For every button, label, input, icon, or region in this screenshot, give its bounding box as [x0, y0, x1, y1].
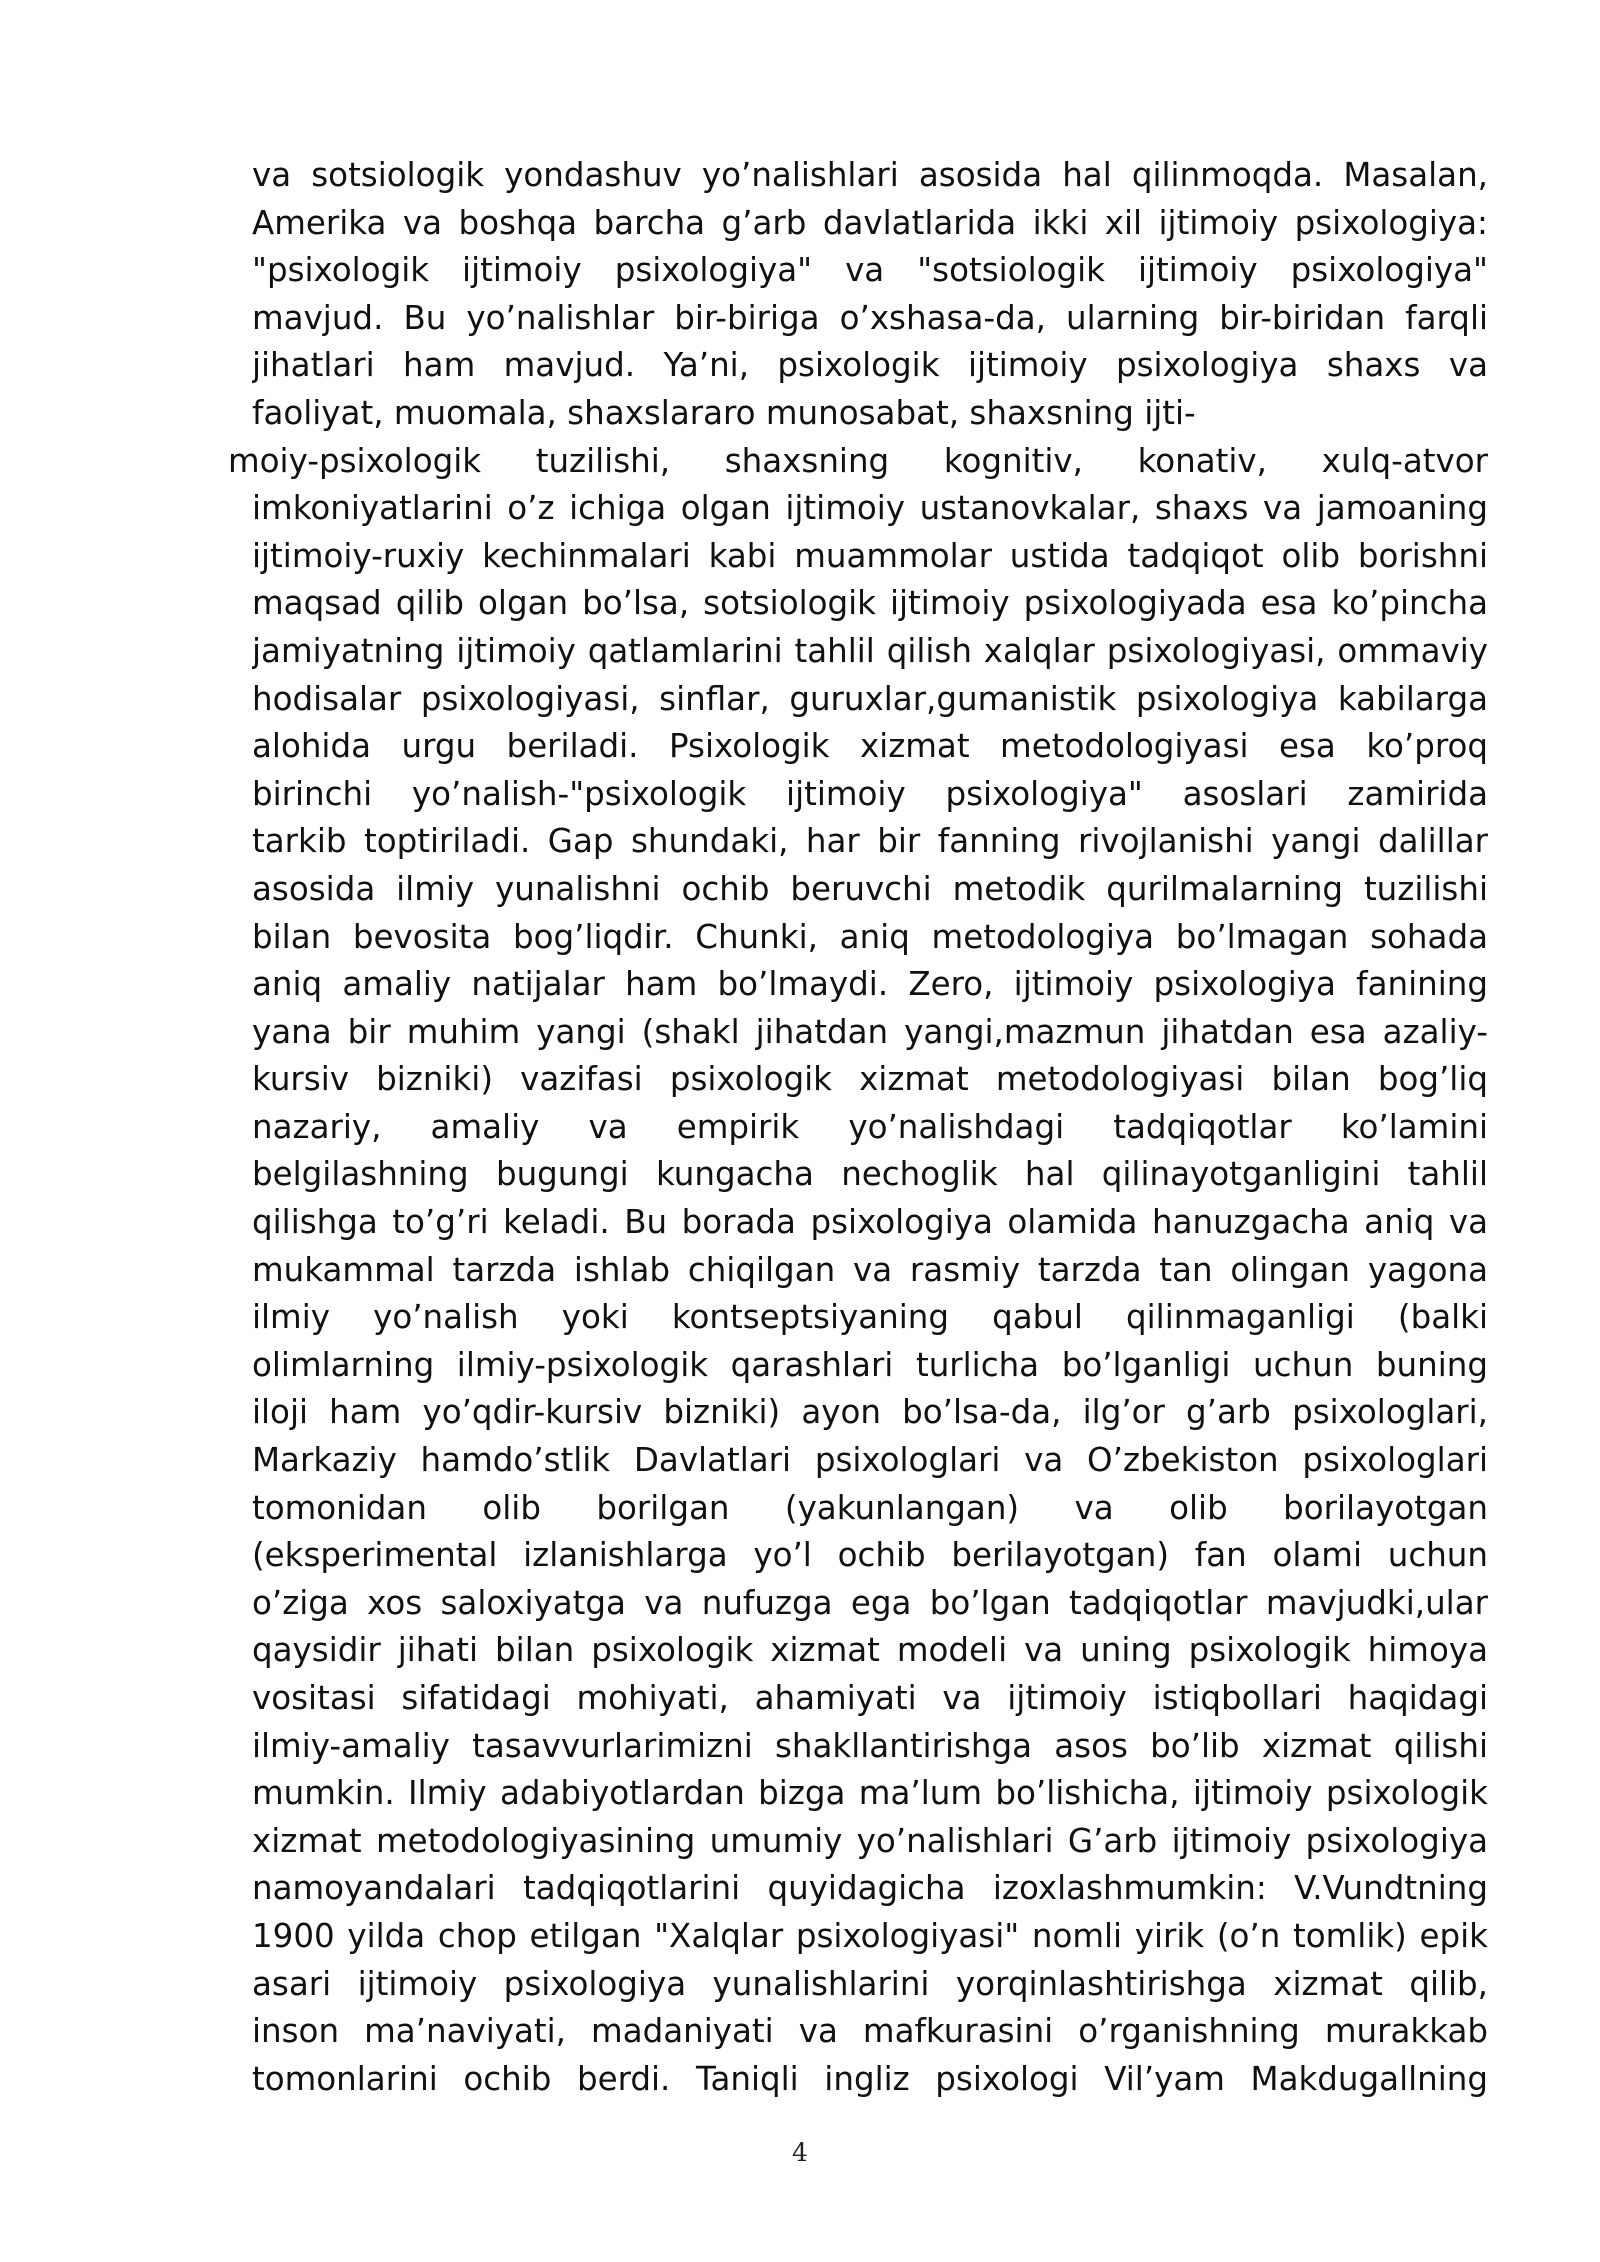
text-line: imkoniyatlarini o’z ichiga olgan ijtimoiy ustanovkalar, shaxs va jamoaning: [252, 489, 1488, 528]
text-line: alohida urgu beriladi. Psixologik xizmat metodologiyasi esa ko’proq: [252, 727, 1488, 766]
text-line: o’ziga xos saloxiyatga va nufuzga ega bo’lgan tadqiqotlar mavjudki,ular: [252, 1583, 1488, 1622]
text-line: qaysidir jihati bilan psixologik xizmat modeli va uning psixologik himoya: [252, 1631, 1488, 1670]
text-line: iloji ham yo’qdir-kursiv bizniki) ayon bo’lsa-da, ilg’or g’arb psixologlari,: [252, 1393, 1488, 1432]
text-line: ilmiy yo’nalish yoki kontseptsiyaning qabul qilinmaganligi (balki: [252, 1298, 1488, 1337]
text-line: kursiv bizniki) vazifasi psixologik xizmat metodologiyasi bilan bog’liq: [252, 1060, 1488, 1099]
text-line: mukammal tarzda ishlab chiqilgan va rasmiy tarzda tan olingan yagona: [252, 1250, 1488, 1289]
text-line: vositasi sifatidagi mohiyati, ahamiyati va ijtimoiy istiqbollari haqidagi: [252, 1679, 1488, 1717]
page-number: 4: [792, 2138, 808, 2167]
text-line: jamiyatning ijtimoiy qatlamlarini tahlil qilish xalqlar psixologiyasi, ommaviy: [252, 631, 1488, 670]
text-line: bilan bevosita bog’liqdir. Chunki, aniq metodologiya bo’lmagan sohada: [252, 917, 1488, 956]
text-line: 1900 yilda chop etilgan "Xalqlar psixologiyasi" nomli yirik (o’n tomlik) epik: [252, 1916, 1488, 1955]
text-line: va sotsiologik yondashuv yo’nalishlari asosida hal qilinmoqda. Masalan,: [252, 156, 1488, 194]
text-line: xizmat metodologiyasining umumiy yo’nalishlari G’arb ijtimoiy psixologiya: [252, 1821, 1488, 1860]
text-line: Markaziy hamdo’stlik Davlatlari psixologlari va O’zbekiston psixologlari: [252, 1441, 1488, 1480]
text-line: ijtimoiy-ruxiy kechinmalari kabi muammolar ustida tadqiqot olib borishni: [252, 536, 1488, 575]
text-line: yana bir muhim yangi (shakl jihatdan yangi,mazmun jihatdan esa azaliy-: [252, 1012, 1488, 1051]
text-line: "psixologik ijtimoiy psixologiya" va "sotsiologik ijtimoiy psixologiya": [252, 251, 1488, 290]
text-line: aniq amaliy natijalar ham bo’lmaydi. Zero, ijtimoiy psixologiya fanining: [252, 965, 1488, 1004]
text-line: nazariy, amaliy va empirik yo’nalishdagi tadqiqotlar ko’lamini: [252, 1107, 1488, 1146]
text-line: maqsad qilib olgan bo’lsa, sotsiologik ijtimoiy psixologiyada esa ko’pincha: [252, 584, 1488, 623]
text-line: (eksperimental izlanishlarga yo’l ochib berilayotgan) fan olami uchun: [252, 1536, 1488, 1575]
text-line: inson ma’naviyati, madaniyati va mafkurasini o’rganishning murakkab: [252, 2012, 1488, 2051]
text-line: tomonlarini ochib berdi. Taniqli ingliz psixologi Vil’yam Makdugallning: [252, 2059, 1488, 2098]
text-line: birinchi yo’nalish-"psixologik ijtimoiy psixologiya" asoslari zamirida: [252, 774, 1488, 813]
text-line: Amerika va boshqa barcha g’arb davlatlarida ikki xil ijtimoiy psixologiya:: [252, 203, 1488, 242]
text-line: qilishga to’g’ri keladi. Bu borada psixologiya olamida hanuzgacha aniq va: [252, 1203, 1488, 1242]
text-line: moiy-psixologik tuzilishi, shaxsning kognitiv, konativ, xulq-atvor: [228, 441, 1488, 480]
text-line: olimlarning ilmiy-psixologik qarashlari turlicha bo’lganligi uchun buning: [252, 1345, 1488, 1384]
text-line: faoliyat, muomala, shaxslararo munosabat, shaxsning ijti-: [252, 393, 1196, 432]
text-line: tomonidan olib borilgan (yakunlangan) va olib borilayotgan: [252, 1488, 1488, 1527]
text-line: mumkin. Ilmiy adabiyotlardan bizga ma’lum bo’lishicha, ijtimoiy psixologik: [252, 1774, 1488, 1813]
text-line: asosida ilmiy yunalishni ochib beruvchi metodik qurilmalarning tuzilishi: [252, 869, 1488, 908]
text-line: asari ijtimoiy psixologiya yunalishlarini yorqinlashtirishga xizmat qilib,: [252, 1964, 1488, 2003]
body-text: [228, 152, 1488, 2103]
text-line: hodisalar psixologiyasi, sinflar, guruxlar,gumanistik psixologiya kabilarga: [252, 679, 1488, 718]
text-line: ilmiy-amaliy tasavvurlarimizni shakllantirishga asos bo’lib xizmat qilishi: [252, 1726, 1488, 1765]
text-line: mavjud. Bu yo’nalishlar bir-biriga o’xshasa-da, ularning bir-biridan farqli: [252, 298, 1488, 337]
text-line: tarkib toptiriladi. Gap shundaki, har bir fanning rivojlanishi yangi dalillar: [252, 822, 1488, 861]
text-line: belgilashning bugungi kungacha nechoglik hal qilinayotganligini tahlil: [252, 1155, 1488, 1194]
text-line: jihatlari ham mavjud. Ya’ni, psixologik ijtimoiy psixologiya shaxs va: [252, 346, 1488, 385]
text-line: namoyandalari tadqiqotlarini quyidagicha izoxlashmumkin: V.Vundtning: [252, 1869, 1488, 1908]
